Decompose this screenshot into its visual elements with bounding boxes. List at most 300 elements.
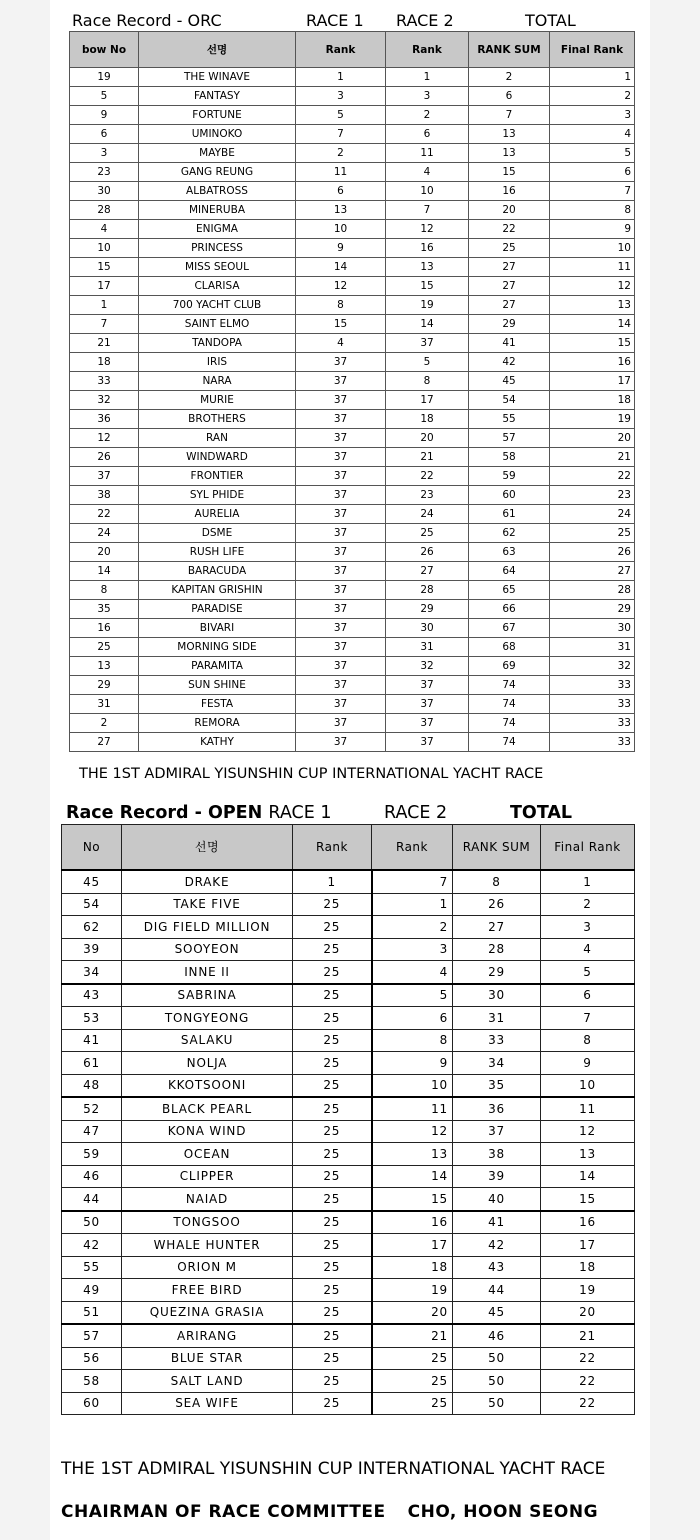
cell-sum: 43 [453,1256,541,1279]
table-row [62,1392,635,1415]
open-col-rank1: Rank [293,825,372,871]
cell-name: MORNING SIDE [139,638,296,657]
cell-rank1: 25 [293,961,372,984]
cell-sum: 46 [453,1324,541,1347]
cell-sum: 15 [469,163,550,182]
orc-total-label: TOTAL [525,11,576,30]
cell-rank2: 18 [372,1256,453,1279]
cell-rank1: 25 [293,916,372,939]
cell-sum: 74 [469,695,550,714]
cell-sum: 37 [453,1120,541,1143]
cell-sum: 74 [469,714,550,733]
cell-sum: 50 [453,1392,541,1415]
cell-no: 7 [70,315,139,334]
cell-final: 33 [550,714,635,733]
cell-rank2: 20 [386,429,469,448]
cell-final: 13 [550,296,635,315]
cell-rank1: 25 [293,1120,372,1143]
cell-sum: 62 [469,524,550,543]
cell-rank1: 10 [296,220,386,239]
cell-rank1: 25 [293,1052,372,1075]
cell-name: UMINOKO [139,125,296,144]
cell-rank2: 25 [386,524,469,543]
cell-no: 56 [62,1347,122,1370]
open-col-sum: RANK SUM [453,825,541,871]
cell-sum: 66 [469,600,550,619]
cell-final: 16 [550,353,635,372]
table-row [70,676,635,695]
cell-rank2: 1 [386,68,469,87]
cell-sum: 63 [469,543,550,562]
cell-no: 61 [62,1052,122,1075]
cell-rank2: 25 [372,1347,453,1370]
cell-no: 46 [62,1165,122,1188]
cell-final: 4 [550,125,635,144]
cell-rank1: 37 [296,429,386,448]
table-row [70,486,635,505]
cell-no: 62 [62,916,122,939]
cell-name: NARA [139,372,296,391]
cell-rank2: 37 [386,676,469,695]
cell-final: 6 [541,984,635,1007]
cell-name: BIVARI [139,619,296,638]
table-row [62,1324,635,1347]
cell-final: 27 [550,562,635,581]
table-row [70,505,635,524]
cell-name: ENIGMA [139,220,296,239]
table-row [70,695,635,714]
table-row [70,619,635,638]
table-row [62,1165,635,1188]
cell-rank1: 6 [296,182,386,201]
cell-sum: 59 [469,467,550,486]
cell-sum: 20 [469,201,550,220]
table-row [70,258,635,277]
cell-no: 29 [70,676,139,695]
cell-rank1: 37 [296,353,386,372]
table-row [70,106,635,125]
cell-rank1: 25 [293,1007,372,1030]
cell-no: 49 [62,1279,122,1302]
table-row [62,1029,635,1052]
cell-name: THE WINAVE [139,68,296,87]
cell-rank2: 2 [372,916,453,939]
cell-no: 41 [62,1029,122,1052]
signature-name: CHO, HOON SEONG [407,1502,599,1522]
cell-final: 30 [550,619,635,638]
cell-name: ALBATROSS [139,182,296,201]
cell-no: 30 [70,182,139,201]
cell-rank1: 37 [296,600,386,619]
cell-name: QUEZINA GRASIA [122,1301,293,1324]
cell-sum: 36 [453,1097,541,1120]
open-header-row [62,825,635,871]
table-row [70,87,635,106]
cell-rank1: 25 [293,1143,372,1166]
cell-sum: 34 [453,1052,541,1075]
orc-race1-label: RACE 1 [306,11,364,30]
cell-rank1: 15 [296,315,386,334]
cell-name: CLARISA [139,277,296,296]
cell-final: 2 [550,87,635,106]
cell-rank1: 14 [296,258,386,277]
cell-rank2: 27 [386,562,469,581]
cell-rank2: 6 [372,1007,453,1030]
cell-final: 1 [550,68,635,87]
cell-name: SUN SHINE [139,676,296,695]
cell-no: 31 [70,695,139,714]
open-footer-title: THE 1ST ADMIRAL YISUNSHIN CUP INTERNATIONAL YACHT RACE [61,1459,606,1479]
table-row [62,1279,635,1302]
orc-header-row [70,32,635,68]
cell-final: 15 [541,1188,635,1211]
cell-final: 3 [550,106,635,125]
table-row [62,1143,635,1166]
cell-no: 34 [62,961,122,984]
table-row [62,893,635,916]
cell-sum: 61 [469,505,550,524]
cell-rank2: 12 [386,220,469,239]
table-row [62,938,635,961]
cell-name: TONGSOO [122,1211,293,1234]
open-col-rank2: Rank [372,825,453,871]
cell-sum: 68 [469,638,550,657]
cell-final: 5 [550,144,635,163]
cell-rank1: 37 [296,410,386,429]
cell-no: 12 [70,429,139,448]
cell-rank1: 8 [296,296,386,315]
orc-col-bow: bow No [70,32,139,68]
cell-final: 11 [541,1097,635,1120]
cell-no: 32 [70,391,139,410]
cell-final: 22 [541,1347,635,1370]
cell-rank1: 37 [296,505,386,524]
cell-name: PARAMITA [139,657,296,676]
cell-rank1: 37 [296,562,386,581]
cell-rank1: 37 [296,657,386,676]
cell-name: SOOYEON [122,938,293,961]
cell-sum: 35 [453,1074,541,1097]
cell-name: MISS SEOUL [139,258,296,277]
cell-name: KKOTSOONI [122,1074,293,1097]
cell-rank2: 30 [386,619,469,638]
cell-name: TAKE FIVE [122,893,293,916]
cell-final: 33 [550,695,635,714]
cell-final: 14 [541,1165,635,1188]
cell-sum: 27 [453,916,541,939]
table-row [62,1370,635,1393]
cell-final: 32 [550,657,635,676]
cell-name: SAINT ELMO [139,315,296,334]
cell-final: 4 [541,938,635,961]
orc-footer-title: THE 1ST ADMIRAL YISUNSHIN CUP INTERNATIONAL YACHT RACE [79,766,544,782]
cell-rank2: 5 [386,353,469,372]
cell-no: 60 [62,1392,122,1415]
table-row [62,1097,635,1120]
cell-sum: 42 [453,1234,541,1257]
cell-final: 22 [541,1392,635,1415]
cell-final: 10 [541,1074,635,1097]
cell-rank2: 26 [386,543,469,562]
cell-final: 20 [550,429,635,448]
cell-name: 700 YACHT CLUB [139,296,296,315]
cell-no: 59 [62,1143,122,1166]
table-row [62,1074,635,1097]
table-row [70,391,635,410]
cell-no: 16 [70,619,139,638]
cell-rank2: 15 [372,1188,453,1211]
table-row [70,657,635,676]
cell-no: 54 [62,893,122,916]
cell-name: KAPITAN GRISHIN [139,581,296,600]
table-row [62,870,635,893]
cell-name: KATHY [139,733,296,752]
cell-sum: 58 [469,448,550,467]
cell-name: DRAKE [122,870,293,893]
table-row [62,1256,635,1279]
cell-rank1: 13 [296,201,386,220]
cell-sum: 13 [469,144,550,163]
cell-rank2: 7 [372,870,453,893]
cell-no: 33 [70,372,139,391]
cell-final: 14 [550,315,635,334]
cell-final: 28 [550,581,635,600]
cell-name: RUSH LIFE [139,543,296,562]
cell-name: WINDWARD [139,448,296,467]
cell-rank2: 14 [372,1165,453,1188]
cell-name: PARADISE [139,600,296,619]
open-col-no: No [62,825,122,871]
cell-rank1: 25 [293,1074,372,1097]
cell-rank2: 17 [386,391,469,410]
cell-rank1: 37 [296,467,386,486]
cell-final: 17 [550,372,635,391]
cell-final: 17 [541,1234,635,1257]
cell-no: 9 [70,106,139,125]
cell-no: 48 [62,1074,122,1097]
table-row [70,334,635,353]
cell-rank2: 11 [386,144,469,163]
table-row [70,600,635,619]
cell-rank2: 21 [386,448,469,467]
table-row [62,1120,635,1143]
cell-name: REMORA [139,714,296,733]
cell-name: WHALE HUNTER [122,1234,293,1257]
cell-rank1: 25 [293,893,372,916]
cell-sum: 30 [453,984,541,1007]
cell-final: 12 [550,277,635,296]
cell-rank1: 37 [296,486,386,505]
orc-col-rank1: Rank [296,32,386,68]
cell-no: 22 [70,505,139,524]
cell-rank1: 37 [296,695,386,714]
cell-final: 19 [550,410,635,429]
cell-final: 23 [550,486,635,505]
orc-col-rank2: Rank [386,32,469,68]
table-row [70,733,635,752]
cell-no: 44 [62,1188,122,1211]
cell-rank1: 37 [296,543,386,562]
cell-no: 24 [70,524,139,543]
table-row [70,201,635,220]
cell-no: 47 [62,1120,122,1143]
cell-rank2: 3 [372,938,453,961]
cell-final: 18 [550,391,635,410]
cell-rank2: 8 [372,1029,453,1052]
cell-sum: 41 [469,334,550,353]
cell-no: 6 [70,125,139,144]
cell-no: 18 [70,353,139,372]
cell-name: TONGYEONG [122,1007,293,1030]
table-row [70,372,635,391]
cell-final: 12 [541,1120,635,1143]
cell-rank1: 25 [293,1324,372,1347]
cell-rank1: 25 [293,1165,372,1188]
cell-name: MAYBE [139,144,296,163]
open-race1-label: RACE 1 [268,803,332,823]
cell-no: 45 [62,870,122,893]
cell-sum: 65 [469,581,550,600]
cell-sum: 67 [469,619,550,638]
cell-rank2: 7 [386,201,469,220]
cell-sum: 27 [469,258,550,277]
cell-name: IRIS [139,353,296,372]
cell-rank2: 25 [372,1370,453,1393]
cell-rank1: 12 [296,277,386,296]
cell-no: 26 [70,448,139,467]
cell-name: TANDOPA [139,334,296,353]
cell-rank2: 37 [386,334,469,353]
cell-name: BLACK PEARL [122,1097,293,1120]
cell-name: RAN [139,429,296,448]
cell-no: 51 [62,1301,122,1324]
orc-col-final: Final Rank [550,32,635,68]
cell-rank1: 11 [296,163,386,182]
cell-no: 25 [70,638,139,657]
table-row [70,239,635,258]
cell-no: 35 [70,600,139,619]
table-row [70,182,635,201]
cell-rank1: 2 [296,144,386,163]
cell-name: SALAKU [122,1029,293,1052]
cell-name: NOLJA [122,1052,293,1075]
cell-final: 7 [550,182,635,201]
cell-rank1: 25 [293,1234,372,1257]
cell-final: 2 [541,893,635,916]
cell-final: 20 [541,1301,635,1324]
cell-final: 31 [550,638,635,657]
cell-no: 57 [62,1324,122,1347]
cell-rank1: 25 [293,1279,372,1302]
cell-sum: 54 [469,391,550,410]
cell-sum: 39 [453,1165,541,1188]
cell-no: 42 [62,1234,122,1257]
cell-sum: 29 [469,315,550,334]
cell-no: 58 [62,1370,122,1393]
table-row [70,220,635,239]
cell-no: 37 [70,467,139,486]
cell-sum: 27 [469,277,550,296]
cell-rank1: 25 [293,938,372,961]
cell-no: 53 [62,1007,122,1030]
cell-final: 29 [550,600,635,619]
cell-rank1: 25 [293,1256,372,1279]
cell-rank2: 2 [386,106,469,125]
open-race2-label: RACE 2 [384,803,448,823]
cell-final: 22 [550,467,635,486]
cell-name: GANG REUNG [139,163,296,182]
table-row [70,296,635,315]
cell-rank2: 17 [372,1234,453,1257]
cell-rank2: 14 [386,315,469,334]
cell-no: 10 [70,239,139,258]
cell-no: 27 [70,733,139,752]
cell-rank1: 37 [296,524,386,543]
cell-no: 19 [70,68,139,87]
signature-line [61,1502,598,1522]
cell-name: MINERUBA [139,201,296,220]
cell-sum: 40 [453,1188,541,1211]
cell-sum: 27 [469,296,550,315]
table-row [70,68,635,87]
cell-final: 21 [541,1324,635,1347]
cell-no: 15 [70,258,139,277]
cell-name: NAIAD [122,1188,293,1211]
cell-no: 38 [70,486,139,505]
table-row [70,524,635,543]
cell-final: 7 [541,1007,635,1030]
cell-final: 22 [541,1370,635,1393]
cell-sum: 74 [469,733,550,752]
cell-rank1: 37 [296,676,386,695]
cell-no: 17 [70,277,139,296]
table-row [62,1052,635,1075]
cell-rank1: 37 [296,448,386,467]
table-row [70,163,635,182]
open-col-final: Final Rank [541,825,635,871]
cell-rank1: 37 [296,391,386,410]
cell-rank1: 25 [293,1188,372,1211]
cell-name: PRINCESS [139,239,296,258]
cell-no: 50 [62,1211,122,1234]
cell-rank2: 8 [386,372,469,391]
cell-no: 4 [70,220,139,239]
table-row [70,543,635,562]
cell-name: AURELIA [139,505,296,524]
cell-final: 3 [541,916,635,939]
table-row [62,1211,635,1234]
cell-rank1: 25 [293,1211,372,1234]
table-row [62,1007,635,1030]
cell-final: 5 [541,961,635,984]
cell-sum: 42 [469,353,550,372]
orc-header [72,11,642,31]
cell-rank2: 24 [386,505,469,524]
cell-rank2: 5 [372,984,453,1007]
table-row [70,125,635,144]
cell-rank1: 4 [296,334,386,353]
cell-rank1: 37 [296,638,386,657]
cell-rank2: 4 [372,961,453,984]
cell-rank1: 37 [296,372,386,391]
cell-rank2: 19 [372,1279,453,1302]
cell-sum: 13 [469,125,550,144]
cell-rank2: 13 [386,258,469,277]
table-row [70,467,635,486]
table-row [70,353,635,372]
table-row [70,429,635,448]
cell-sum: 50 [453,1347,541,1370]
